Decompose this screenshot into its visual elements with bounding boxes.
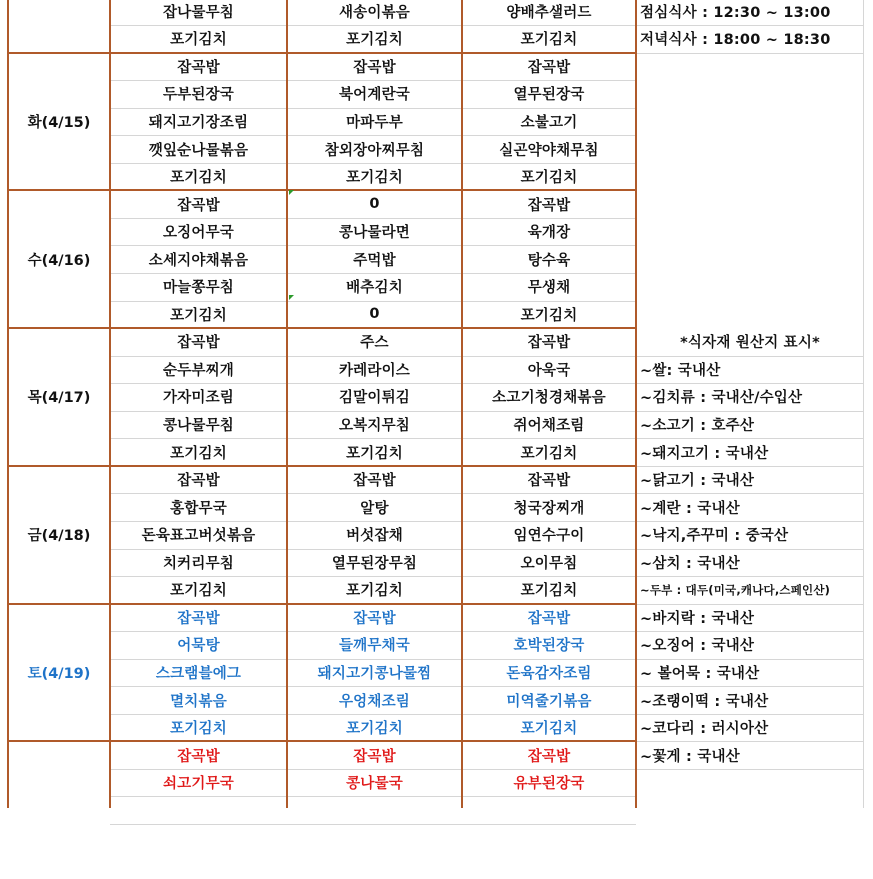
grid-line-horizontal — [110, 549, 636, 550]
grid-line-horizontal — [110, 521, 636, 522]
menu-cell: 열무된장무침 — [331, 555, 418, 572]
grid-line-horizontal — [110, 273, 636, 274]
block-border — [8, 465, 636, 467]
grid-line-horizontal — [636, 493, 864, 494]
menu-cell: 깻잎순나물볶음 — [148, 142, 249, 159]
grid-line-horizontal — [110, 659, 636, 660]
side-note: ~오징어 : 국내산 — [640, 638, 755, 655]
grid-line-horizontal — [110, 686, 636, 687]
menu-cell: 홍합무국 — [170, 500, 227, 517]
menu-cell: 잡곡밥 — [177, 197, 220, 214]
menu-cell: 유부된장국 — [513, 776, 585, 793]
block-border — [8, 189, 636, 191]
side-note: ~ 볼어묵 : 국내산 — [640, 665, 760, 682]
menu-cell: 탕수육 — [527, 252, 571, 269]
grid-line-horizontal — [110, 383, 636, 384]
side-note: ~바지락 : 국내산 — [640, 610, 755, 627]
menu-cell: 들깨무채국 — [338, 638, 411, 655]
grid-line-horizontal — [636, 686, 864, 687]
side-note: ~쌀: 국내산 — [640, 362, 721, 379]
grid-line-horizontal — [636, 576, 864, 577]
menu-cell: 청국장찌개 — [513, 500, 585, 517]
grid-line-horizontal — [636, 659, 864, 660]
menu-cell: 잡곡밥 — [177, 59, 220, 76]
grid-line-horizontal — [110, 796, 636, 797]
menu-cell: 포기김치 — [520, 445, 578, 462]
grid-line-horizontal — [110, 25, 636, 26]
side-note: ~낙지,주꾸미 : 중국산 — [640, 528, 789, 545]
menu-cell: 잡곡밥 — [353, 610, 396, 627]
day-label: 금(4/18) — [27, 528, 91, 545]
menu-cell: 콩나물국 — [346, 776, 403, 793]
menu-cell: 포기김치 — [170, 307, 227, 324]
comment-marker — [289, 295, 294, 300]
side-note: ~삼치 : 국내산 — [640, 555, 740, 572]
menu-cell: 0 — [369, 306, 380, 323]
menu-cell: 포기김치 — [346, 170, 403, 187]
menu-cell: 우엉채조림 — [338, 693, 411, 710]
menu-cell: 실곤약야채무침 — [499, 142, 599, 159]
side-note: ~조랭이떡 : 국내산 — [640, 693, 769, 710]
menu-cell: 멸치볶음 — [170, 693, 227, 710]
side-note: ~두부 : 대두(미국,캐나다,스페인산) — [640, 582, 831, 597]
grid-line-horizontal — [110, 135, 636, 136]
menu-cell: 미역줄기볶음 — [506, 693, 592, 710]
column-border — [863, 0, 864, 808]
grid-line-horizontal — [636, 521, 864, 522]
grid-line-horizontal — [110, 714, 636, 715]
grid-line-horizontal — [636, 604, 864, 605]
menu-cell: 잡곡밥 — [527, 473, 571, 490]
menu-cell: 포기김치 — [346, 583, 403, 600]
menu-cell: 포기김치 — [520, 32, 578, 49]
menu-cell: 포기김치 — [170, 445, 227, 462]
grid-line-horizontal — [636, 411, 864, 412]
grid-line-horizontal — [636, 438, 864, 439]
menu-cell: 잡곡밥 — [353, 59, 396, 76]
menu-cell: 포기김치 — [170, 583, 227, 600]
grid-line-horizontal — [110, 769, 636, 770]
side-note: *식자재 원산지 표시* — [680, 335, 820, 352]
grid-line-horizontal — [636, 549, 864, 550]
menu-cell: 어묵탕 — [177, 638, 220, 655]
menu-cell: 호박된장국 — [513, 638, 585, 655]
menu-cell: 임연수구이 — [513, 528, 585, 545]
grid-line-horizontal — [110, 824, 636, 825]
menu-cell: 배추김치 — [346, 280, 403, 297]
menu-cell: 잡곡밥 — [527, 59, 571, 76]
menu-cell: 주스 — [360, 335, 389, 352]
column-border — [7, 0, 9, 808]
menu-cell: 오이무침 — [520, 555, 578, 572]
menu-cell: 열무된장국 — [513, 87, 585, 104]
menu-cell: 무생채 — [527, 280, 571, 297]
menu-cell: 김말이튀김 — [338, 390, 411, 407]
grid-line-horizontal — [636, 25, 864, 26]
comment-marker — [289, 190, 294, 195]
menu-cell: 두부된장국 — [162, 87, 235, 104]
menu-cell: 돈육감자조림 — [506, 665, 592, 682]
block-border — [8, 603, 636, 605]
menu-cell: 마파두부 — [346, 114, 403, 131]
grid-line-horizontal — [110, 438, 636, 439]
grid-line-horizontal — [110, 493, 636, 494]
side-note: 점심식사 : 12:30 ~ 13:00 — [640, 4, 831, 21]
grid-line-horizontal — [110, 631, 636, 632]
side-note: ~돼지고기 : 국내산 — [640, 445, 769, 462]
menu-cell: 포기김치 — [346, 445, 403, 462]
grid-line-horizontal — [110, 576, 636, 577]
menu-cell: 북어계란국 — [338, 87, 411, 104]
block-border — [8, 327, 636, 329]
menu-cell: 포기김치 — [170, 170, 227, 187]
side-note: ~닭고기 : 국내산 — [640, 473, 755, 490]
menu-cell: 카레라이스 — [338, 362, 411, 379]
menu-cell: 잡곡밥 — [527, 610, 571, 627]
menu-cell: 잡곡밥 — [527, 197, 571, 214]
day-label — [8, 741, 110, 879]
menu-cell: 잡곡밥 — [527, 748, 571, 765]
grid-line-horizontal — [636, 741, 864, 742]
menu-cell: 잡곡밥 — [353, 748, 396, 765]
grid-line-horizontal — [110, 245, 636, 246]
block-border — [8, 52, 636, 54]
grid-line-horizontal — [636, 383, 864, 384]
menu-cell: 포기김치 — [520, 583, 578, 600]
block-border — [8, 740, 636, 742]
side-note: ~코다리 : 러시아산 — [640, 721, 769, 738]
menu-cell: 0 — [369, 196, 380, 213]
column-border — [286, 0, 288, 808]
menu-cell: 순두부찌개 — [162, 362, 235, 379]
menu-cell: 치커리무침 — [162, 555, 235, 572]
menu-cell: 포기김치 — [170, 721, 227, 738]
menu-cell: 버섯잡채 — [346, 528, 403, 545]
menu-cell: 오복지무침 — [338, 418, 411, 435]
menu-cell: 소고기청경채볶음 — [492, 390, 606, 407]
menu-cell: 육개장 — [527, 225, 571, 242]
menu-cell: 포기김치 — [520, 721, 578, 738]
day-label: 토(4/19) — [27, 665, 91, 682]
side-note: ~김치류 : 국내산/수입산 — [640, 390, 803, 407]
grid-line-horizontal — [636, 466, 864, 467]
menu-cell: 잡곡밥 — [353, 473, 396, 490]
menu-cell: 쥐어채조림 — [513, 418, 585, 435]
menu-cell: 포기김치 — [520, 170, 578, 187]
column-border — [461, 0, 463, 808]
menu-cell: 잡나물무침 — [162, 4, 235, 21]
side-note: ~소고기 : 호주산 — [640, 418, 755, 435]
menu-cell: 가자미조림 — [162, 390, 235, 407]
menu-cell: 돈육표고버섯볶음 — [141, 528, 256, 545]
menu-cell: 새송이볶음 — [338, 4, 411, 21]
menu-cell: 콩나물라면 — [338, 225, 411, 242]
grid-line-horizontal — [110, 356, 636, 357]
day-label: 목(4/17) — [27, 390, 91, 407]
menu-cell: 양배추샐러드 — [506, 4, 592, 21]
menu-cell: 포기김치 — [346, 721, 403, 738]
menu-cell: 오징어무국 — [162, 225, 235, 242]
menu-cell: 아욱국 — [527, 362, 571, 379]
menu-cell: 잡곡밥 — [527, 335, 571, 352]
grid-line-horizontal — [110, 218, 636, 219]
grid-line-horizontal — [636, 769, 864, 770]
column-border — [109, 0, 111, 808]
side-note: ~꽃게 : 국내산 — [640, 748, 740, 765]
menu-cell: 포기김치 — [170, 32, 227, 49]
grid-line-horizontal — [636, 356, 864, 357]
menu-cell: 돼지고기장조림 — [148, 114, 249, 131]
menu-cell: 소불고기 — [520, 114, 578, 131]
day-label: 화(4/15) — [27, 114, 91, 131]
day-label: 수(4/16) — [27, 252, 91, 269]
menu-cell: 알탕 — [360, 500, 389, 517]
menu-cell: 스크램블에그 — [155, 665, 242, 682]
grid-line-horizontal — [636, 714, 864, 715]
grid-line-horizontal — [636, 53, 864, 54]
menu-cell: 소세지야채볶음 — [148, 252, 249, 269]
menu-cell: 쇠고기무국 — [162, 776, 235, 793]
menu-cell: 콩나물무침 — [162, 418, 235, 435]
menu-cell: 참외장아찌무침 — [324, 142, 425, 159]
menu-cell: 잡곡밥 — [177, 748, 220, 765]
menu-cell: 잡곡밥 — [177, 473, 220, 490]
grid-line-horizontal — [636, 631, 864, 632]
grid-line-horizontal — [110, 80, 636, 81]
menu-cell: 주먹밥 — [353, 252, 396, 269]
menu-cell: 잡곡밥 — [177, 335, 220, 352]
menu-cell: 포기김치 — [346, 32, 403, 49]
menu-cell: 잡곡밥 — [177, 610, 220, 627]
grid-line-horizontal — [110, 163, 636, 164]
menu-cell: 돼지고기콩나물찜 — [317, 665, 432, 682]
grid-line-horizontal — [110, 411, 636, 412]
menu-cell: 마늘쫑무침 — [162, 280, 235, 297]
menu-cell: 포기김치 — [520, 307, 578, 324]
column-border — [635, 0, 637, 808]
grid-line-horizontal — [110, 108, 636, 109]
side-note: ~계란 : 국내산 — [640, 500, 740, 517]
grid-line-horizontal — [110, 301, 636, 302]
side-note: 저녁식사 : 18:00 ~ 18:30 — [640, 32, 831, 49]
